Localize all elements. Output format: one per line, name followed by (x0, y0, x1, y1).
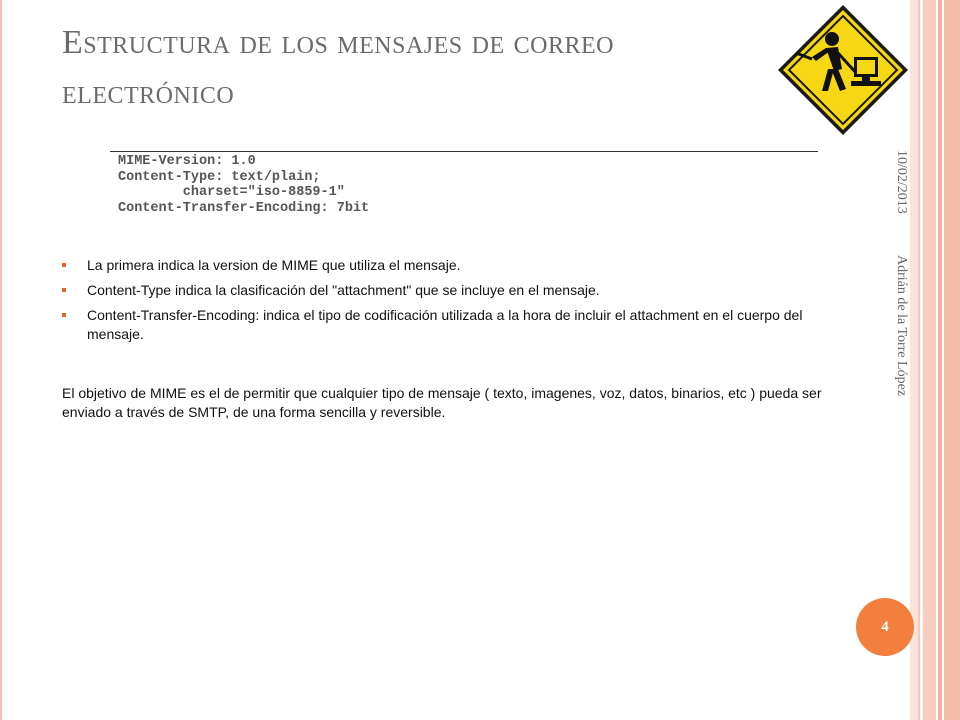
right-decorative-stripes (910, 0, 960, 720)
slide-date: 10/02/2013 (894, 150, 909, 214)
under-construction-sign-icon (776, 3, 910, 137)
slide-title-line1: Estructura de los mensajes de correo (62, 24, 614, 61)
bullet-list (62, 256, 842, 350)
mime-objective-paragraph: El objetivo de MIME es el de permitir que cualquier tipo de mensaje ( texto, imagenes, voz, datos, binarios, etc ) pueda ser enviado a través de SMTP, de una forma sencilla y reversible. (62, 385, 822, 420)
mime-header-code-block (110, 151, 818, 226)
bullet-item: Content-Type indica la clasificación del "attachment" que se incluye en el mensaje. (62, 281, 842, 300)
left-border-line (0, 0, 2, 720)
bullet-square-icon (62, 313, 66, 317)
code-line: Content-Type: text/plain; (118, 169, 321, 185)
code-line: Content-Transfer-Encoding: 7bit (118, 200, 370, 216)
bullet-square-icon (62, 263, 66, 267)
slide-author: Adrián de la Torre López (894, 255, 909, 397)
bullet-square-icon (62, 288, 66, 292)
bullet-item: La primera indica la version de MIME que utiliza el mensaje. (62, 256, 842, 275)
bullet-item: Content-Transfer-Encoding: indica el tipo de codificación utilizada a la hora de incluir el attachment en el cuerpo del mensaje. (62, 306, 842, 344)
code-line: MIME-Version: 1.0 (118, 154, 256, 169)
code-line: charset="iso-8859-1" (118, 185, 345, 200)
page-number-badge: 4 (856, 598, 914, 656)
slide-title (62, 18, 822, 118)
slide-title-line2: electrónico (62, 74, 235, 111)
